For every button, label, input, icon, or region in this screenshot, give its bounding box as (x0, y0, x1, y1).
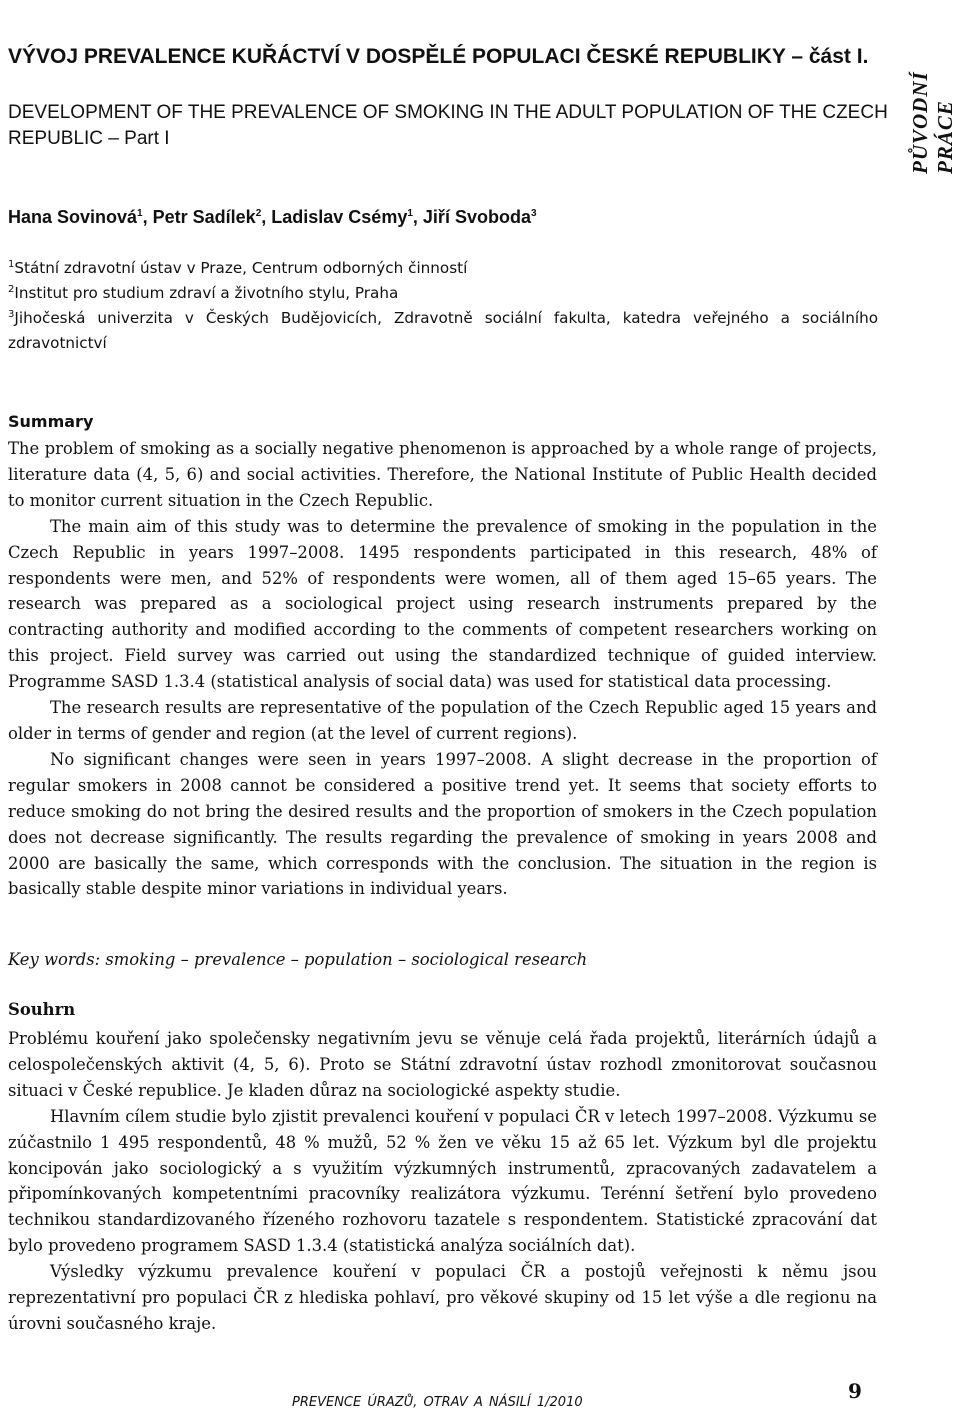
souhrn-heading: Souhrn (8, 1000, 76, 1019)
affiliation-number: 1 (8, 258, 15, 270)
author-list: Hana Sovinová$^1$, Petr Sadílek$^2$, Ladislav Csémy$^1$, Jiří Svoboda$^3$ (8, 207, 537, 227)
section-side-label: PŮVODNÍ PRÁCE (908, 71, 957, 174)
author-affiliation-mark: 3 (530, 208, 537, 219)
author-name: Petr Sadílek (152, 207, 256, 227)
page-number: 9 (848, 1379, 862, 1403)
author-name: Hana Sovinová (8, 207, 138, 227)
summary-paragraph: No significant changes were seen in years 1997–2008. A slight decrease in the proportion of regular smokers in 2008 cannot be considered a positive trend yet. It seems that society efforts to reduce smoking do not bring the desired results and the proportion of smokers in the Czech population does not decrease significantly. The results regarding the prevalence of smoking in years 2008 and 2000 are basically the same, which corresponds with the conclusion. The situation in the region is basically stable despite minor variations in individual years. (8, 749, 877, 899)
souhrn-paragraph: Problému kouření jako společensky negativním jevu se věnuje celá řada projektů, literárních údajů a celospolečenských aktivit (4, 5, 6). Proto se Státní zdravotní ústav rozhodl zmonitorovat současnou situaci v České republice. Je kladen důraz na sociologické aspekty studie. (8, 1029, 877, 1100)
author-name: Ladislav Csémy (271, 207, 408, 227)
affiliation-text: Institut pro studium zdraví a životního stylu, Praha (14, 284, 399, 302)
summary-heading: Summary (8, 412, 94, 431)
title-english: DEVELOPMENT OF THE PREVALENCE OF SMOKING IN THE ADULT POPULATION OF THE CZECH REPUBLIC – Part I (8, 102, 888, 149)
title-czech: VÝVOJ PREVALENCE KUŘÁCTVÍ V DOSPĚLÉ POPULACI ČESKÉ REPUBLIKY – část I. (8, 45, 869, 68)
affiliation-number: 2 (8, 283, 15, 295)
affiliation (8, 281, 878, 306)
souhrn-body (8, 1026, 877, 1337)
summary-paragraph: The main aim of this study was to determine the prevalence of smoking in the population in the Czech Republic in years 1997–2008. 1495 respondents participated in this research, 48% of respondents were men, and 52% of respondents were women, all of them aged 15–65 years. The research was prepared as a sociological project using research instruments prepared by the contracting authority and modified according to the comments of competent researchers working on this project. Field survey was carried out using the standardized technique of guided interview. Programme SASD 1.3.4 (statistical analysis of social data) was used for statistical data processing. (8, 516, 877, 692)
affiliation-text: Jihočeská univerzita v Českých Budějovicích, Zdravotně sociální fakulta, katedra veřejného a sociálního zdravotnictví (8, 309, 878, 352)
author-affiliation-mark: 1 (137, 208, 143, 219)
author-name: Jiří Svoboda (422, 207, 531, 227)
journal-footer: PREVENCE ÚRAZŮ, OTRAV A NÁSILÍ 1/2010 (292, 1395, 583, 1410)
author-affiliation-mark: 1 (407, 208, 413, 219)
summary-paragraph: The research results are representative of the population of the Czech Republic aged 15 years and older in terms of gender and region (at the level of current regions). (8, 698, 877, 743)
affiliation (8, 306, 878, 356)
affiliation-text: Státní zdravotní ústav v Praze, Centrum odborných činností (14, 259, 468, 277)
author-affiliation-mark: 2 (255, 208, 262, 219)
affiliation (8, 256, 878, 281)
souhrn-paragraph: Hlavním cílem studie bylo zjistit prevalenci kouření v populaci ČR v letech 1997–2008. Výzkumu se zúčastnilo 1 495 respondentů, 48 % mužů, 52 % žen ve věku 15 až 65 let. Výzkum byl dle projektu koncipován jako sociologický a s využitím výzkumných instrumentů, zpracovaných zadavatelem a připomínkovaných kompetentními pracovníky realizátora výzkumu. Terénní šetření bylo provedeno technikou standardizovaného řízeného rozhovoru tazatele s respondentem. Statistické zpracování dat bylo provedeno programem SASD 1.3.4 (statistická analýza sociálních dat). (8, 1106, 877, 1256)
summary-body (8, 436, 877, 902)
keywords: Key words: smoking – prevalence – population – sociological research (8, 950, 588, 969)
affiliation-list (8, 256, 878, 356)
summary-paragraph: The problem of smoking as a socially negative phenomenon is approached by a whole range of projects, literature data (4, 5, 6) and social activities. Therefore, the National Institute of Public Health decided to monitor current situation in the Czech Republic. (8, 439, 877, 510)
souhrn-paragraph: Výsledky výzkumu prevalence kouření v populaci ČR a postojů veřejnosti k němu jsou reprezentativní pro populaci ČR z hlediska pohlaví, pro věkové skupiny od 15 let výše a dle regionu na úrovni současného kraje. (8, 1262, 877, 1333)
affiliation-number: 3 (8, 308, 15, 320)
